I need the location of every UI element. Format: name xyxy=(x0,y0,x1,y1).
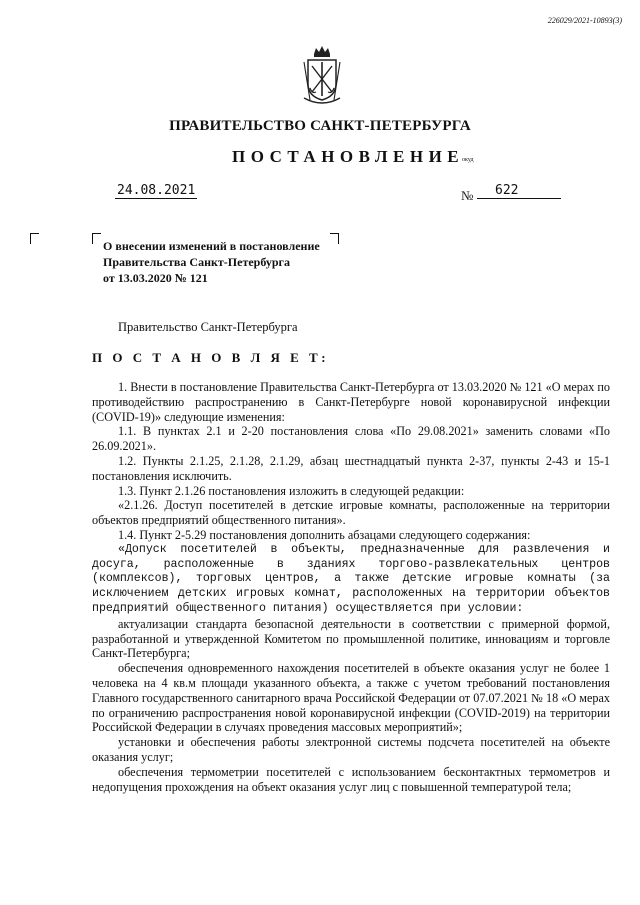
body-paragraph: 1.3. Пункт 2.1.26 постановления изложить в следующей редакции: xyxy=(118,483,465,498)
document-number: 622 xyxy=(477,183,561,199)
issuer-line: Правительство Санкт-Петербурга xyxy=(118,320,298,334)
issuing-authority: ПРАВИТЕЛЬСТВО САНКТ-ПЕТЕРБУРГА xyxy=(169,118,471,134)
number-label: № xyxy=(461,188,474,203)
body-paragraph: установки и обеспечения работы электронной системы подсчета посетителей на объекте оказания услуг; xyxy=(92,735,610,764)
subject-line: Правительства Санкт-Петербурга xyxy=(103,255,291,269)
corner-mark-subject-right xyxy=(330,233,339,244)
body-paragraph: «Допуск посетителей в объекты, предназначенные для развлечения и досуга, расположенные в зданиях торгово-развлекательных центров (комплексов), торговых центров, а также детские игровые комнаты (за исключением детских игровых комнат, расположенных на территории объектов предприятий общественного питания) осуществляется при условии: xyxy=(92,542,610,615)
body-paragraph: обеспечения термометрии посетителей с использованием бесконтактных термометров и недопущения прохождения на объект оказания услуг лиц с повышенной температурой тела; xyxy=(92,764,610,794)
body-paragraph: обеспечения одновременного нахождения посетителей в объекте оказания услуг не более 1 человека на 4 кв.м площади указанного объекта, а также с учетом требований постановления Главного государственного санитарного врача Российской Федерации от 07.07.2021 № 18 «О мерах по ограничению распространения новой коронавирусной инфекции (COVID-2019) на территории Российской Федерации в случаях проведения массовых мероприятий»; xyxy=(92,661,610,735)
body-paragraph: 1.1. В пунктах 2.1 и 2-20 постановления слова «По 29.08.2021» заменить словами «По 26.09.2021». xyxy=(92,424,610,454)
document-subject xyxy=(103,238,320,286)
resolves-heading: П О С Т А Н О В Л Я Е Т: xyxy=(92,350,330,365)
body-paragraph: 1.4. Пункт 2-5.29 постановления дополнить абзацами следующего содержания: xyxy=(118,527,531,542)
document-reference-number: 226029/2021-10893(3) xyxy=(547,16,622,25)
document-type-title: ПОСТАНОВЛЕНИЕ xyxy=(232,147,465,166)
okud-label: окуд xyxy=(462,157,474,163)
corner-mark-subject-left xyxy=(92,233,101,244)
coat-of-arms-emblem xyxy=(300,44,344,108)
body-paragraph: 1. Внести в постановление Правительства Санкт-Петербурга от 13.03.2020 № 121 «О мерах по противодействию распространению в Санкт-Петербурге новой коронавирусной инфекции (COVID-19)» следующие изменения: xyxy=(92,380,610,424)
body-paragraph: актуализации стандарта безопасной деятельности в соответствии с примерной формой, разработанной и утвержденной Комитетом по промышленной политике, инновациям и торговле Санкт-Петербурга; xyxy=(92,616,610,661)
document-body xyxy=(92,380,610,794)
document-date: 24.08.2021 xyxy=(117,183,196,198)
body-paragraph: «2.1.26. Доступ посетителей в детские игровые комнаты, расположенные на территории объектов предприятий общественного питания». xyxy=(92,498,610,528)
subject-line: от 13.03.2020 № 121 xyxy=(103,271,208,285)
subject-line: О внесении изменений в постановление xyxy=(103,239,320,253)
body-paragraph: 1.2. Пункты 2.1.25, 2.1.28, 2.1.29, абзац шестнадцатый пункта 2-37, пункты 2-43 и 15-1 постановления исключить. xyxy=(92,453,610,483)
corner-mark-left xyxy=(30,233,39,244)
